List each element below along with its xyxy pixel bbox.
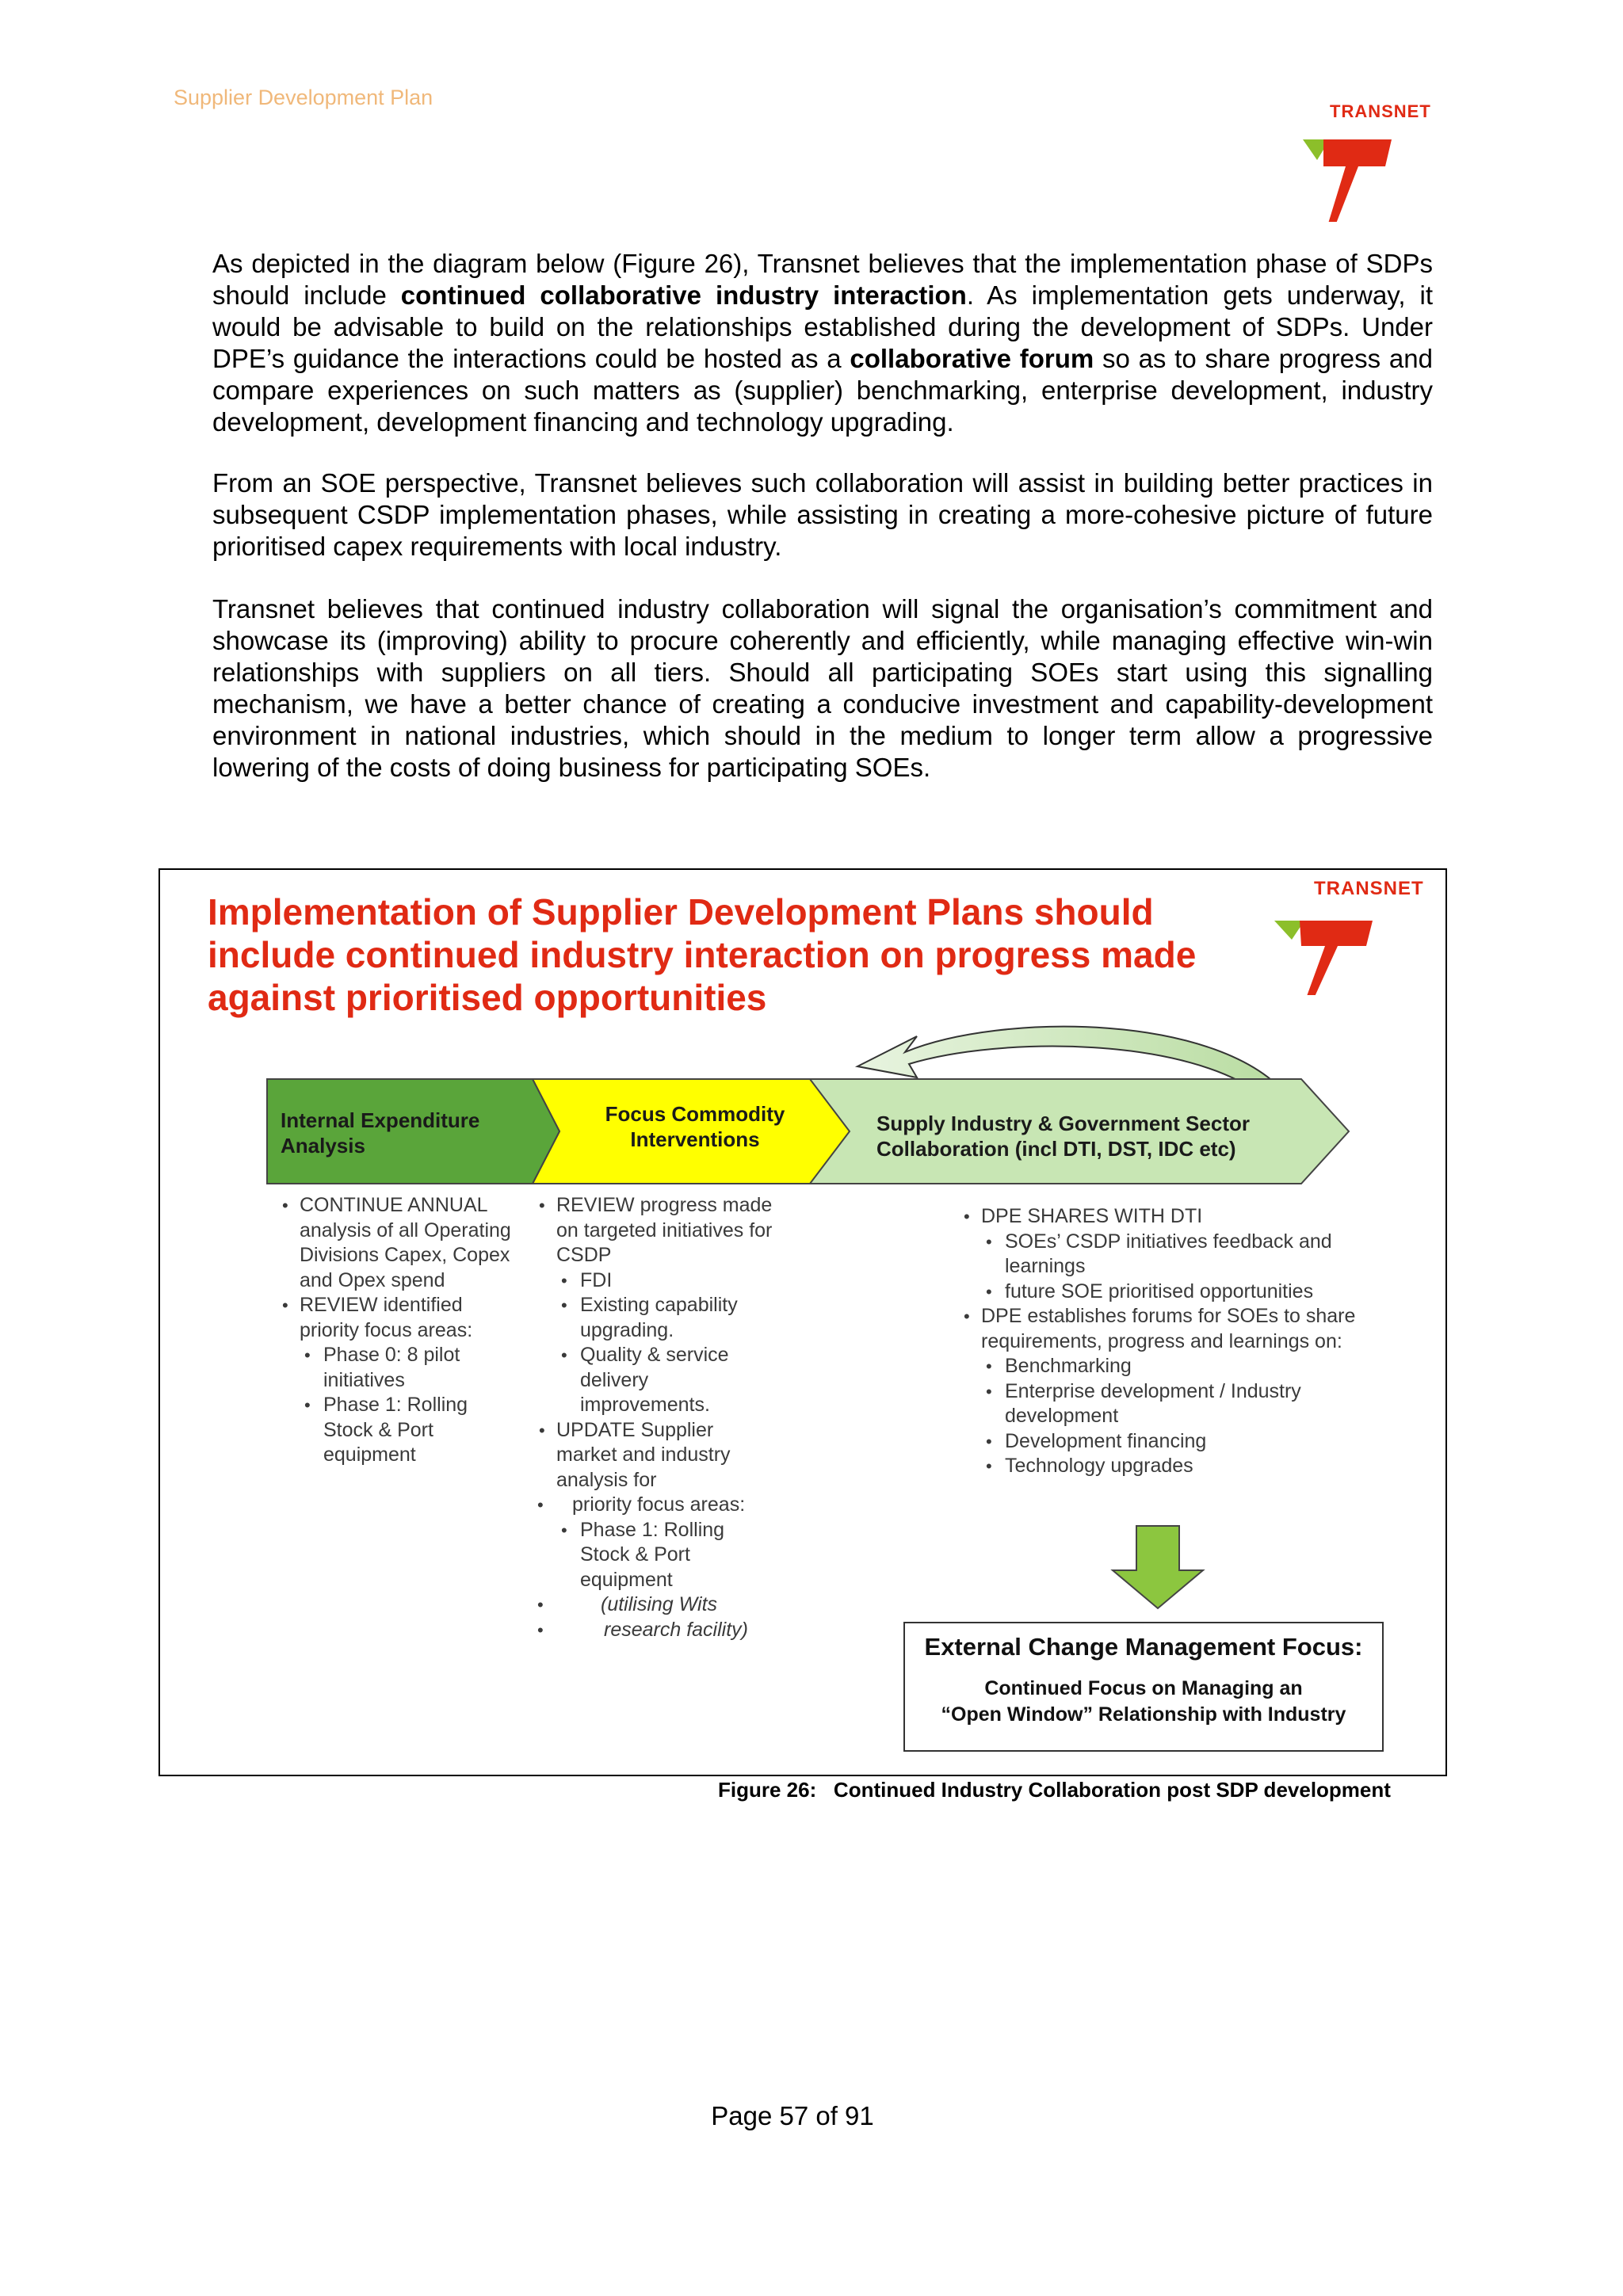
list-item: • DPE establishes forums for SOEs to share requirements, progress and learnings on: [962, 1304, 1374, 1354]
stage-2-label: Focus Commodity Interventions [605, 1102, 785, 1151]
list-item: • research facility) [537, 1618, 775, 1643]
list-item: • Development financing [962, 1429, 1374, 1455]
transnet-logo [1300, 101, 1431, 204]
list-item: • Technology upgrades [962, 1454, 1374, 1479]
list-item: • DPE SHARES WITH DTI [962, 1204, 1374, 1230]
bold-phrase-2: collaborative forum [850, 344, 1094, 373]
bold-phrase-1: continued collaborative industry interaction [400, 280, 967, 310]
paragraph-1: As depicted in the diagram below (Figure 26), Transnet believes that the implementation phase of SDPs should include continued collaborative industry interaction. As implementation gets underway, it would be advisable to build on the relationships established during the development of SDPs. Under DPE’s guidance the interactions could be hosted as a collaborative forum so as to share progress and compare experiences on such matters as (supplier) benchmarking, enterprise development, industry development, development financing and technology upgrading. [212, 249, 1434, 437]
figure-heading: Implementation of Supplier Development Plans should include continued industry interaction on progress made against prioritised opportunities [208, 891, 1197, 1018]
list-item: • Quality & service delivery improvements. [537, 1343, 775, 1418]
list-item: • priority focus areas: [537, 1493, 775, 1518]
column-focus-commodity [537, 1193, 775, 1642]
figure-logo-wordmark: TRANSNET [1314, 878, 1424, 899]
list-item: • FDI [537, 1268, 775, 1294]
list-item: • Enterprise development / Industry development [962, 1379, 1374, 1429]
list-item: • CONTINUE ANNUAL analysis of all Operating Divisions Capex, Copex and Opex spend [281, 1193, 518, 1293]
external-change-management-box [903, 1622, 1384, 1752]
transnet-logo-icon [1300, 135, 1395, 222]
stage-3-label: Supply Industry & Government Sector Collaboration (incl DTI, DST, IDC etc) [876, 1112, 1250, 1161]
list-item: • Existing capability upgrading. [537, 1293, 775, 1343]
figure-26 [158, 868, 1447, 1776]
ecm-line-1: Continued Focus on Managing an [984, 1677, 1303, 1699]
list-item: • REVIEW identified priority focus areas: [281, 1293, 518, 1343]
figure-transnet-logo [1274, 878, 1425, 989]
header-title: Supplier Development Plan [174, 86, 433, 109]
list-item: • REVIEW progress made on targeted initiatives for CSDP [537, 1193, 775, 1268]
paragraph-3: Transnet believes that continued industry collaboration will signal the organisation’s commitment and showcase its (improving) ability to procure coherently and efficiently, while managing effective win-win relationships with suppliers on all tiers. Should all participating SOEs start using this signalling mechanism, we have a better chance of creating a conducive investment and capability-development environment in national industries, which should in the medium to longer term allow a progressive lowering of the costs of doing business for participating SOEs. [212, 594, 1433, 782]
list-item: • UPDATE Supplier market and industry analysis for [537, 1418, 775, 1493]
ecm-title: External Change Management Focus: [924, 1633, 1363, 1661]
list-item: • SOEs’ CSDP initiatives feedback and learnings [962, 1230, 1374, 1280]
logo-wordmark: TRANSNET [1330, 101, 1431, 121]
list-item: • (utilising Wits [537, 1592, 775, 1618]
figure-caption: Figure 26: Continued Industry Collaboration post SDP development [718, 1778, 1391, 1802]
list-item: • Benchmarking [962, 1354, 1374, 1379]
column-collaboration [962, 1204, 1374, 1479]
list-item: • Phase 1: Rolling Stock & Port equipment [537, 1518, 775, 1593]
figure-logo-icon [1274, 916, 1377, 995]
column-internal-expenditure [281, 1193, 518, 1468]
list-item: • future SOE prioritised opportunities [962, 1280, 1374, 1305]
list-item: • Phase 0: 8 pilot initiatives [281, 1343, 518, 1393]
down-arrow-icon [1106, 1524, 1209, 1611]
paragraph-2: From an SOE perspective, Transnet believes such collaboration will assist in building better practices in subsequent CSDP implementation phases, while assisting in creating a more-cohesive picture of future prioritised capex requirements with local industry. [212, 468, 1433, 561]
page-number: Page 57 of 91 [711, 2101, 874, 2130]
list-item: • Phase 1: Rolling Stock & Port equipment [281, 1393, 518, 1468]
ecm-line-2: “Open Window” Relationship with Industry [941, 1703, 1346, 1726]
stage-1-label: Internal Expenditure Analysis [281, 1108, 480, 1158]
